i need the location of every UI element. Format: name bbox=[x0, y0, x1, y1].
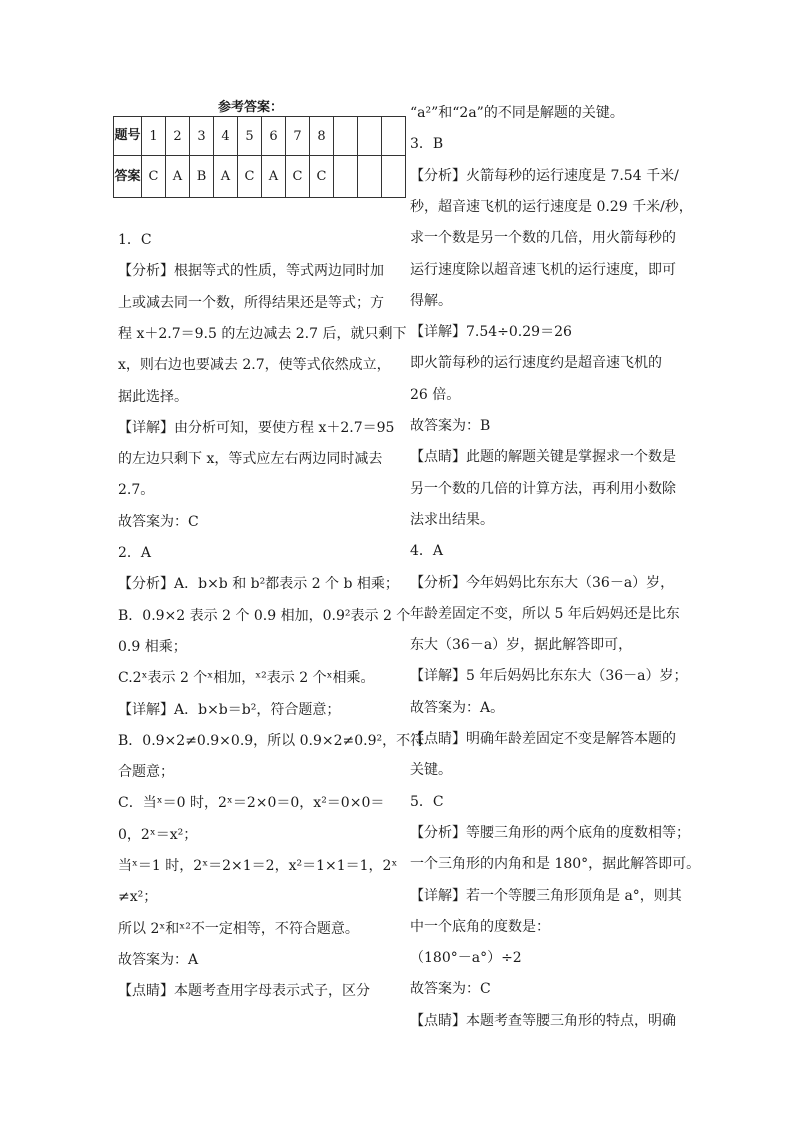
solution-text-line: 0.9 相乘； bbox=[118, 638, 187, 655]
solution-text-line: 即火箭每秒的运行速度约是超音速飞机的 bbox=[410, 355, 662, 372]
solution-text-line: 中一个底角的度数是： bbox=[410, 918, 550, 935]
solution-text-line: 2.7。 bbox=[118, 482, 155, 499]
answer-cell: C bbox=[142, 156, 166, 198]
solution-text-line: 2．A bbox=[118, 545, 152, 561]
solution-text-line: 故答案为：A。 bbox=[410, 699, 505, 716]
question-number-cell: 1 bbox=[142, 117, 166, 156]
solution-text-line: 东大（36－a）岁，据此解答即可， bbox=[410, 637, 633, 654]
solution-text-line: x，则右边也要减去 2.7，使等式依然成立， bbox=[118, 357, 391, 374]
solution-text-line: 【分析】火箭每秒的运行速度是 7.54 千米/ bbox=[410, 167, 679, 184]
solution-text-line: 所以 2ˣ和ˣ²不一定相等，不符合题意。 bbox=[118, 920, 359, 937]
solution-text-line: 【分析】A．b×b 和 b²都表示 2 个 b 相乘； bbox=[118, 576, 399, 593]
solution-text-line: 【分析】根据等式的性质，等式两边同时加 bbox=[118, 263, 384, 280]
question-number-cell: 3 bbox=[190, 117, 214, 156]
solution-text-line: 【点睛】明确年龄差固定不变是解答本题的 bbox=[410, 731, 676, 747]
question-number-cell bbox=[334, 117, 358, 156]
question-number-cell: 4 bbox=[214, 117, 238, 156]
solution-text-line: 26 倍。 bbox=[410, 386, 461, 403]
question-number-cell: 2 bbox=[166, 117, 190, 156]
solution-text-line: 0，2ˣ＝x²； bbox=[118, 826, 198, 843]
solution-text-line: 【点睛】本题考查等腰三角形的特点，明确 bbox=[410, 1012, 676, 1029]
solution-text-line: B．0.9×2≠0.9×0.9，所以 0.9×2≠0.9²，不符 bbox=[118, 732, 425, 749]
question-number-cell: 8 bbox=[310, 117, 334, 156]
solution-text-line: 3．B bbox=[410, 136, 444, 153]
question-number-cell: 6 bbox=[262, 117, 286, 156]
solution-text-line: 当ˣ＝1 时，2ˣ＝2×1＝2，x²＝1×1＝1，2ˣ bbox=[118, 858, 398, 874]
solution-text-line: 【分析】今年妈妈比东东大（36－a）岁， bbox=[410, 574, 675, 591]
answer-cell bbox=[334, 156, 358, 198]
solution-text-line: C.2ˣ表示 2 个ˣ相加，ˣ²表示 2 个ˣ相乘。 bbox=[118, 670, 375, 687]
answer-cell bbox=[358, 156, 382, 198]
solution-text-line: 的左边只剩下 x，等式应左右两边同时减去 bbox=[118, 451, 383, 468]
solution-text-line: 故答案为：A bbox=[118, 951, 199, 968]
solution-text-line: 另一个数的几倍的计算方法，再利用小数除 bbox=[410, 480, 676, 497]
solution-text-line: 【详解】5 年后妈妈比东东大（36－a）岁； bbox=[410, 668, 688, 685]
solution-text-line: “a²”和“2a”的不同是解题的关键。 bbox=[410, 105, 624, 121]
solution-text-line: ≠x²； bbox=[118, 889, 158, 906]
solution-text-line: 【点睛】此题的解题关键是掌握求一个数是 bbox=[410, 449, 676, 466]
solution-text-line: 故答案为：B bbox=[410, 418, 491, 434]
question-number-cell: 5 bbox=[238, 117, 262, 156]
solution-text-line: 法求出结果。 bbox=[410, 511, 494, 528]
solution-text-line: （180°－a°）÷2 bbox=[410, 950, 522, 967]
solution-text-line: 【详解】A．b×b＝b²，符合题意； bbox=[118, 701, 341, 718]
answer-key-title: 参考答案： bbox=[218, 100, 284, 115]
question-number-cell: 7 bbox=[286, 117, 310, 156]
answer-table-answer-row bbox=[114, 156, 406, 198]
solution-text-line: 关键。 bbox=[410, 762, 452, 779]
answer-cell: A bbox=[214, 156, 238, 198]
answer-cell bbox=[382, 156, 406, 198]
solution-text-line: 4．A bbox=[410, 543, 444, 560]
solution-text-line: 秒，超音速飞机的运行速度是 0.29 千米/秒， bbox=[410, 198, 693, 215]
answer-table-number-row bbox=[114, 117, 406, 156]
solution-text-line: 【详解】7.54÷0.29＝26 bbox=[410, 324, 572, 341]
solution-text-line: 【点睛】本题考查用字母表示式子，区分 bbox=[118, 983, 370, 1000]
solution-text-line: B．0.9×2 表示 2 个 0.9 相加，0.9²表示 2 个 bbox=[118, 607, 411, 624]
solution-text-line: 故答案为：C bbox=[410, 981, 491, 998]
solution-text-line: 合题意； bbox=[118, 764, 174, 781]
answer-cell: A bbox=[166, 156, 190, 198]
solution-text-line: 1．C bbox=[118, 232, 152, 248]
solution-text-line: 求一个数是另一个数的几倍，用火箭每秒的 bbox=[410, 230, 676, 247]
solution-text-line: 上或减去同一个数，所得结果还是等式；方 bbox=[118, 294, 384, 311]
solution-text-line: 5．C bbox=[410, 793, 444, 810]
solution-text-line: 年龄差固定不变，所以 5 年后妈妈还是比东 bbox=[410, 605, 680, 622]
answer-cell: B bbox=[190, 156, 214, 198]
solution-text-line: 一个三角形的内角和是 180°，据此解答即可。 bbox=[410, 856, 701, 873]
solution-text-line: 据此选择。 bbox=[118, 388, 188, 405]
solution-text-line: 【分析】等腰三角形的两个底角的度数相等； bbox=[410, 824, 690, 841]
solution-text-line: C．当ˣ＝0 时，2ˣ＝2×0＝0，x²＝0×0＝ bbox=[118, 795, 385, 812]
answer-cell: C bbox=[286, 156, 310, 198]
row-label-answer: 答案 bbox=[114, 156, 142, 198]
row-label-question-number: 题号 bbox=[114, 117, 142, 156]
answer-cell: C bbox=[238, 156, 262, 198]
question-number-cell bbox=[382, 117, 406, 156]
solution-text-line: 【详解】由分析可知，要使方程 x＋2.7＝95 bbox=[118, 419, 395, 436]
answer-cell: C bbox=[310, 156, 334, 198]
solution-text-line: 故答案为：C bbox=[118, 513, 199, 530]
solution-text-line: 运行速度除以超音速飞机的运行速度，即可 bbox=[410, 261, 676, 278]
solution-text-line: 程 x＋2.7＝9.5 的左边减去 2.7 后，就只剩下 bbox=[118, 325, 407, 342]
answer-cell: A bbox=[262, 156, 286, 198]
question-number-cell bbox=[358, 117, 382, 156]
answer-key-table bbox=[113, 116, 406, 198]
solution-text-line: 得解。 bbox=[410, 292, 452, 309]
solution-text-line: 【详解】若一个等腰三角形顶角是 a°，则其 bbox=[410, 887, 682, 904]
